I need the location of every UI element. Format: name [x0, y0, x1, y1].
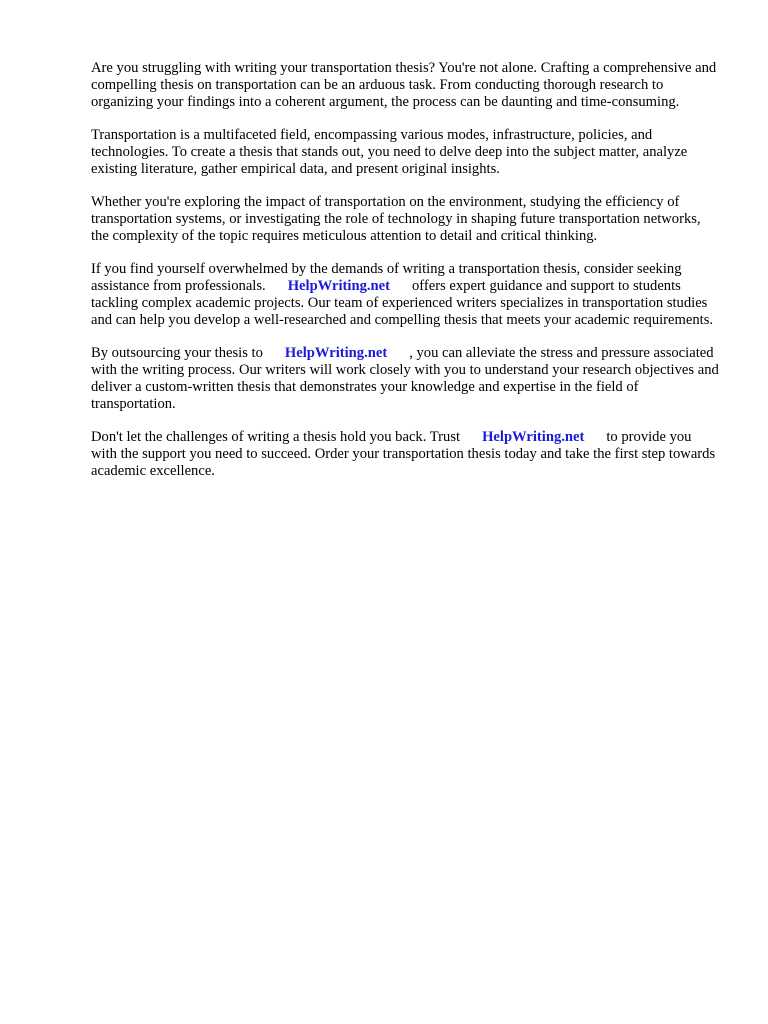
- paragraph-outsourcing: [91, 345, 721, 413]
- paragraph-field-overview: [91, 127, 721, 178]
- document-body: [91, 60, 721, 496]
- paragraph-call-to-action-text-before: Don't let the challenges of writing a thesis hold you back. Trust: [91, 429, 461, 445]
- helpwriting-link-3[interactable]: HelpWriting.net: [482, 429, 585, 445]
- paragraph-outsourcing-text-before: By outsourcing your thesis to: [91, 345, 263, 361]
- paragraph-intro: [91, 60, 721, 111]
- helpwriting-link-2[interactable]: HelpWriting.net: [284, 345, 388, 361]
- paragraph-field-overview-text: Transportation is a multifaceted field, encompassing various modes, infrastructure, policies, and technologies. To create a thesis that stands out, you need to delve deep into the subject matter, analyze existing literature, gather empirical data, and present original insights.: [91, 127, 688, 177]
- paragraph-call-to-action: [91, 429, 721, 480]
- paragraph-outsourcing-text-after: , you can alleviate the stress and pressure associated with the writing process. Our writers will work closely with you to understand your research objectives and deliver a custom-written thesis that demonstrates your knowledge and expertise in the field of transportation.: [91, 345, 719, 412]
- paragraph-seek-assistance: [91, 261, 721, 329]
- paragraph-topic-complexity-text: Whether you're exploring the impact of transportation on the environment, studying the efficiency of transportation systems, or investigating the role of technology in shaping future transportation networks, the complexity of the topic requires meticulous attention to detail and critical thinking.: [91, 194, 701, 244]
- paragraph-seek-assistance-text-after: offers expert guidance and support to students tackling complex academic projects. Our team of experienced writers specializes in transportation studies and can help you develop a well-researched and compelling thesis that meets your academic requirements.: [91, 278, 714, 328]
- helpwriting-link-1[interactable]: HelpWriting.net: [287, 278, 390, 294]
- paragraph-seek-assistance-text-before: If you find yourself overwhelmed by the demands of writing a transportation thesis, consider seeking assistance from professionals.: [91, 261, 682, 294]
- paragraph-topic-complexity: [91, 194, 721, 245]
- paragraph-intro-text: Are you struggling with writing your transportation thesis? You're not alone. Crafting a comprehensive and compelling thesis on transportation can be an arduous task. From conducting thorough research to organizing your findings into a coherent argument, the process can be daunting and time-consuming.: [91, 60, 717, 110]
- paragraph-call-to-action-text-after: to provide you with the support you need to succeed. Order your transportation thesis today and take the first step towards academic excellence.: [91, 429, 716, 479]
